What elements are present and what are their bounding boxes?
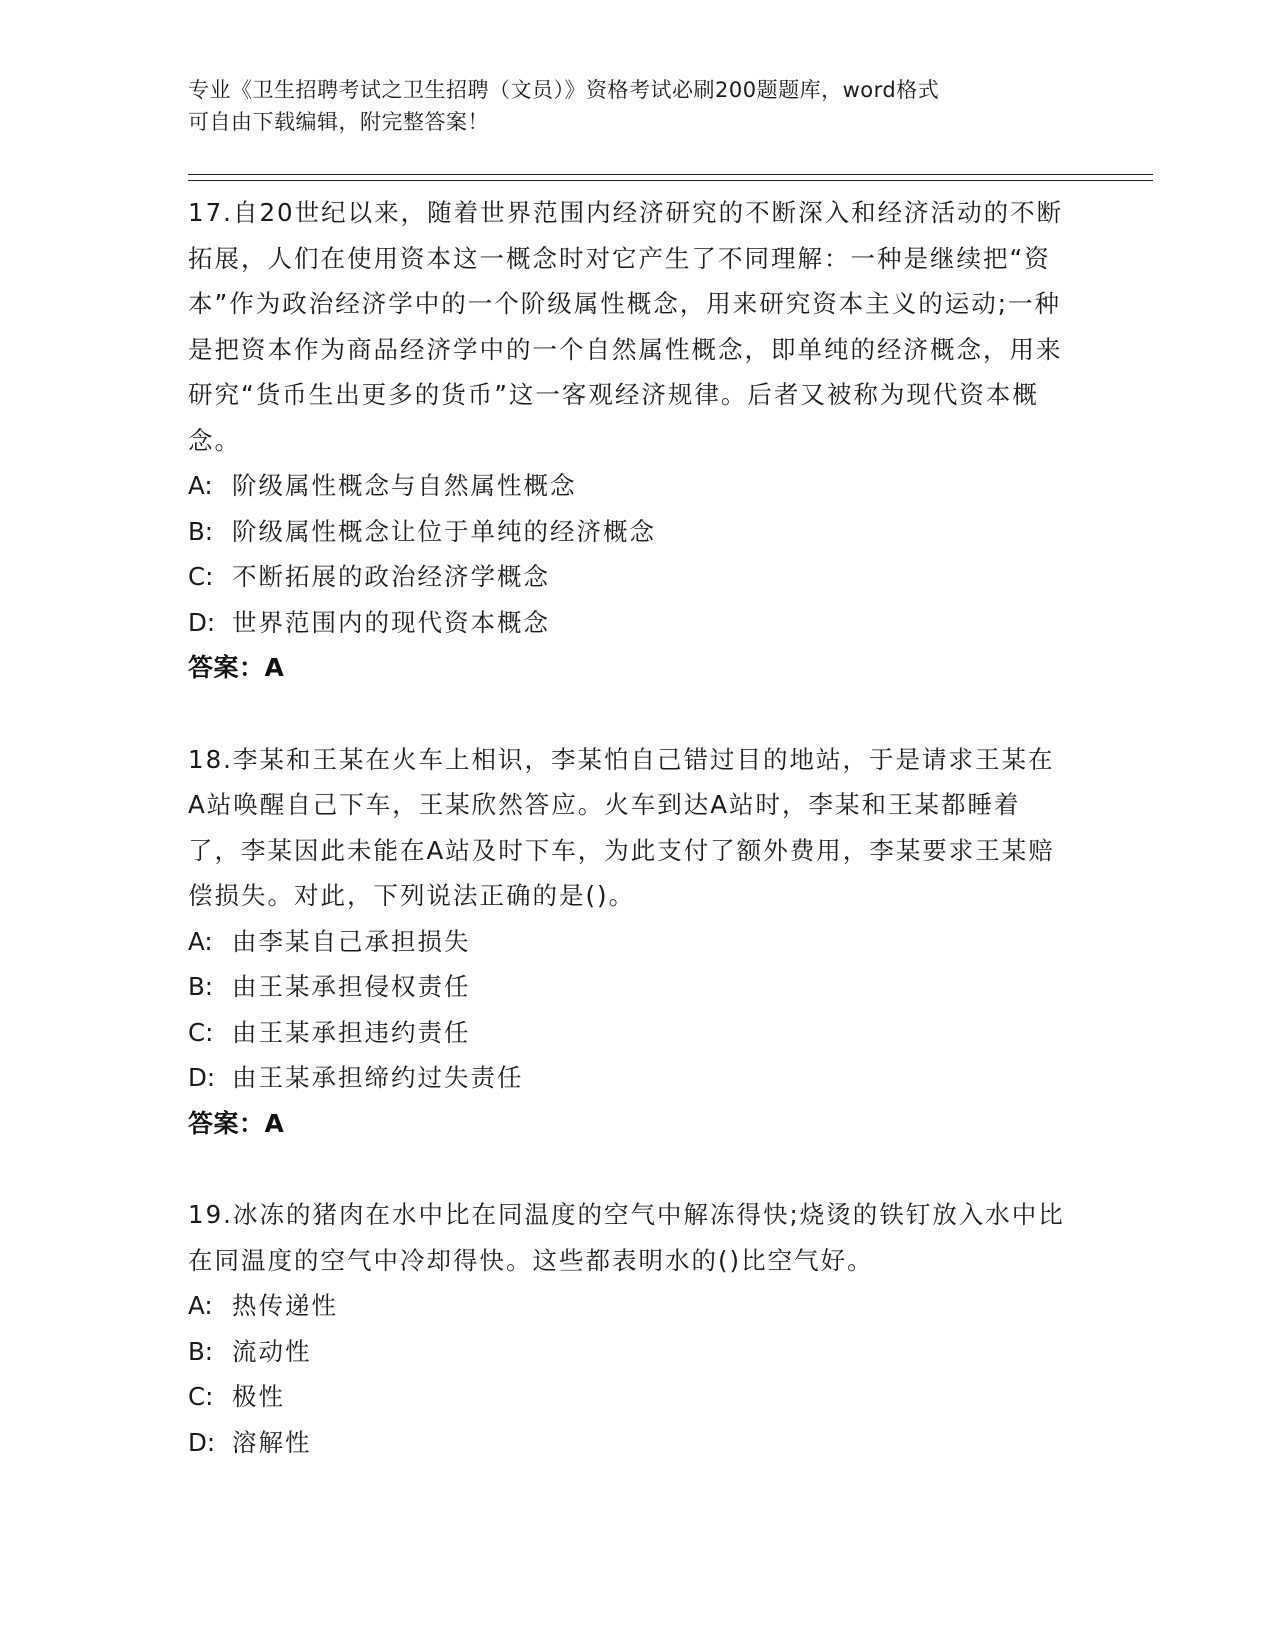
option-text: 由王某承担侵权责任 xyxy=(232,972,471,1001)
question-stem: 19.冰冻的猪肉在水中比在同温度的空气中解冻得快;烧烫的铁钉放入水中比在同温度的空气中冷却得快。这些都表明水的()比空气好。 xyxy=(188,1200,1065,1275)
answer-label: 答案：A xyxy=(188,653,285,682)
option-text: 热传递性 xyxy=(232,1291,338,1320)
option-letter: C: xyxy=(188,1017,214,1047)
question-17 xyxy=(188,190,1068,691)
option-letter: D: xyxy=(188,1063,216,1092)
option-letter: B: xyxy=(188,1336,214,1366)
option-text: 流动性 xyxy=(232,1336,312,1366)
option-c xyxy=(188,1010,1068,1056)
document-header xyxy=(188,74,1068,138)
option-letter: C: xyxy=(188,1382,214,1411)
option-d xyxy=(188,600,1068,646)
option-letter: A: xyxy=(188,926,213,956)
option-text: 溶解性 xyxy=(232,1427,312,1457)
option-letter: B: xyxy=(188,972,214,1001)
option-b xyxy=(188,1329,1068,1375)
option-a xyxy=(188,1283,1068,1329)
question-stem: 18.李某和王某在火车上相识，李某怕自己错过目的地站，于是请求王某在A站唤醒自己下车，王某欣然答应。火车到达A站时，李某和王某都睡着了，李某因此未能在A站及时下车，为此支付了额外费用，李某要求王某赔偿损失。对此，下列说法正确的是()。 xyxy=(188,744,1055,910)
option-b xyxy=(188,964,1068,1010)
header-divider-top xyxy=(188,174,1153,175)
option-letter: D: xyxy=(188,607,216,637)
option-text: 极性 xyxy=(232,1382,285,1411)
option-d xyxy=(188,1420,1068,1466)
option-text: 由王某承担违约责任 xyxy=(232,1017,471,1047)
option-a xyxy=(188,463,1068,509)
option-c xyxy=(188,1374,1068,1420)
question-stem: 17.自20世纪以来，随着世界范围内经济研究的不断深入和经济活动的不断拓展，人们在使用资本这一概念时对它产生了不同理解：一种是继续把“资本”作为政治经济学中的一个阶级属性概念，用来研究资本主义的运动;一种是把资本作为商品经济学中的一个自然属性概念，即单纯的经济概念，用来研究“货币生出更多的货币”这一客观经济规律。后者又被称为现代资本概念。 xyxy=(188,198,1064,455)
option-letter: A: xyxy=(188,471,213,500)
option-c xyxy=(188,554,1068,600)
header-divider-bottom xyxy=(188,180,1153,181)
header-line-1: 专业《卫生招聘考试之卫生招聘（文员）》资格考试必刷200题题库，word格式 xyxy=(188,78,940,102)
option-letter: C: xyxy=(188,562,214,591)
option-text: 世界范围内的现代资本概念 xyxy=(232,607,550,637)
option-text: 阶级属性概念与自然属性概念 xyxy=(232,471,577,500)
answer-label: 答案：A xyxy=(188,1108,285,1138)
option-d xyxy=(188,1055,1068,1101)
question-19 xyxy=(188,1192,1068,1465)
option-text: 由王某承担缔约过失责任 xyxy=(232,1063,524,1092)
option-text: 由李某自己承担损失 xyxy=(232,926,471,956)
option-letter: D: xyxy=(188,1427,216,1457)
option-text: 阶级属性概念让位于单纯的经济概念 xyxy=(232,516,656,546)
question-list xyxy=(188,190,1068,1465)
option-letter: A: xyxy=(188,1291,213,1320)
option-text: 不断拓展的政治经济学概念 xyxy=(232,562,550,591)
option-b xyxy=(188,509,1068,555)
question-18 xyxy=(188,737,1068,1147)
header-line-2: 可自由下载编辑，附完整答案！ xyxy=(188,110,489,134)
option-letter: B: xyxy=(188,516,214,546)
option-a xyxy=(188,919,1068,965)
